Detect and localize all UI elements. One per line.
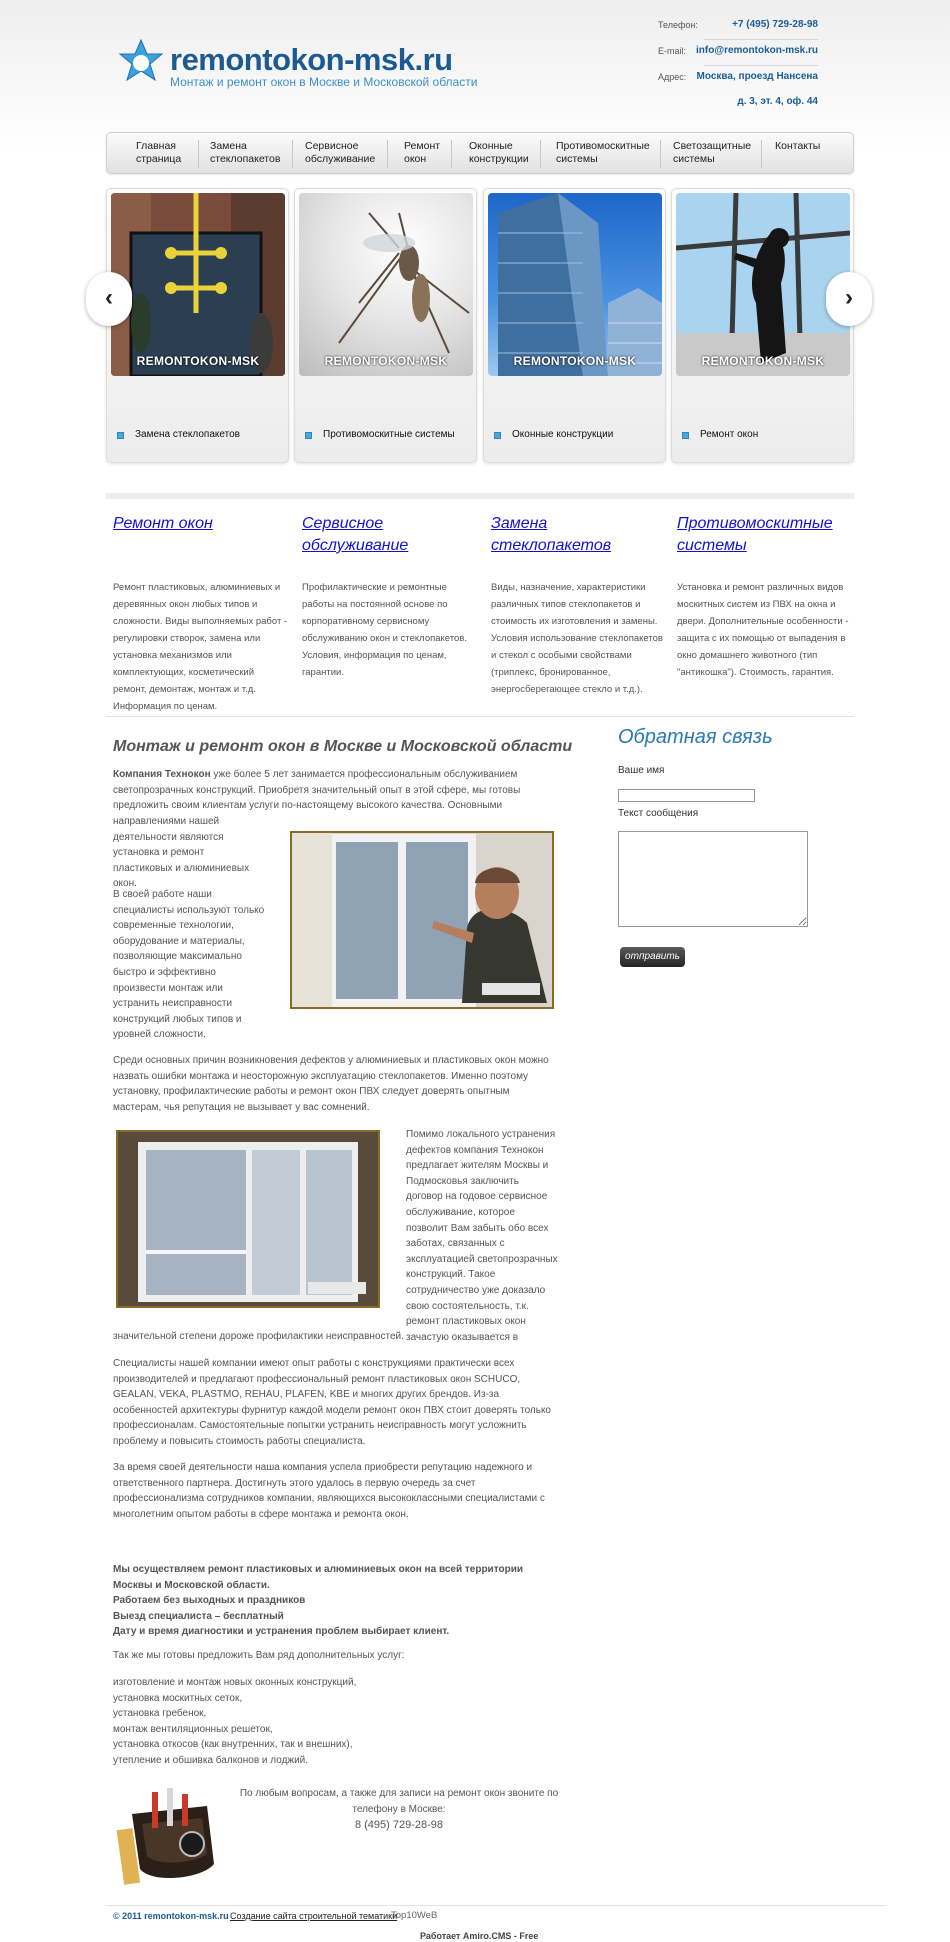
slider-card[interactable] xyxy=(294,188,477,463)
highlight-line: Выезд специалиста – бесплатный xyxy=(113,1610,284,1622)
name-label: Ваше имя xyxy=(618,765,665,776)
service-title-link[interactable]: Замена стеклопакетов xyxy=(491,515,612,554)
slider-watermark: REMONTOKON-MSK xyxy=(324,354,448,368)
paragraph-continuation: значительной степени дороже профилактики неисправностей. xyxy=(113,1331,404,1342)
nav-label: Сервисное xyxy=(305,140,359,152)
nav-separator xyxy=(292,140,293,168)
intro-text: уже более 5 лет занимается профессиональным обслуживанием светопрозрачных конструкций. Приобретя значительный опыт в этой сфере, мы готовы предложить своим клиентам услуги по-настоящему высокого качества. Основными xyxy=(113,769,521,812)
nav-item-mosquito[interactable] xyxy=(556,140,650,166)
slider-card-label[interactable]: Оконные конструкции xyxy=(512,429,614,440)
contact-label: E-mail: xyxy=(658,46,687,56)
service-column xyxy=(677,513,852,681)
list-item: установка москитных сеток, xyxy=(113,1692,243,1704)
message-textarea[interactable] xyxy=(618,831,808,927)
nav-item-sun-protection[interactable] xyxy=(673,140,751,166)
extra-services-list xyxy=(113,1675,553,1769)
nav-label: окон xyxy=(404,153,427,165)
company-name: Компания Технокон xyxy=(113,769,211,780)
slider-card[interactable] xyxy=(483,188,666,463)
service-title-link[interactable]: Ремонт окон xyxy=(113,515,213,532)
slider-card-label[interactable]: Противомоскитные системы xyxy=(323,429,455,440)
glass-lifting-image xyxy=(111,193,285,376)
window-photo xyxy=(116,1130,380,1308)
nav-label: Ремонт xyxy=(404,140,441,152)
nav-separator xyxy=(761,140,762,168)
logo-star-icon xyxy=(118,38,164,88)
repair-photo xyxy=(290,831,554,1009)
slider-card[interactable] xyxy=(671,188,854,463)
service-description: Ремонт пластиковых, алюминиевых и деревянных окон любых типов и сложности. Виды выполняемых работ - регулировки створок, замена или установка механизмов или комплектующих, косметический ремонт, демонтаж, монтаж и т.д. Информация по ценам. xyxy=(113,582,288,712)
call-phone: 8 (495) 729-28-98 xyxy=(354,1819,444,1832)
service-description: Профилактические и ремонтные работы на постоянной основе по корпоративному сервисному обслуживанию окон и стеклопакетов. Условия, информация по ценам, гарантии. xyxy=(302,582,467,678)
service-column xyxy=(491,513,666,698)
slider-photo-repair xyxy=(676,193,850,376)
page-title: Монтаж и ремонт окон в Москве и Московской области xyxy=(113,738,573,755)
contact-label: Телефон: xyxy=(658,20,698,30)
submit-button[interactable]: отправить xyxy=(620,947,685,967)
slider-card-label[interactable]: Замена стеклопакетов xyxy=(135,429,240,440)
intro-continuation: направлениями нашей деятельности являются установка и ремонт пластиковых и алюминиевых окон. xyxy=(113,816,250,890)
footer-copyright: © 2011 remontokon-msk.ru xyxy=(113,1911,229,1921)
divider xyxy=(106,493,854,499)
service-column xyxy=(113,513,288,715)
contact-email xyxy=(658,44,818,70)
slider-prev-button[interactable] xyxy=(86,272,132,326)
service-title-link[interactable]: Сервисное обслуживание xyxy=(302,515,409,554)
name-input[interactable] xyxy=(618,789,755,802)
nav-item-repair[interactable] xyxy=(404,140,440,166)
contact-value: +7 (495) 729-28-98 xyxy=(732,19,818,30)
paragraph: За время своей деятельности наша компания успела приобрести репутацию надежного и ответственного партнера. Достигнуть этого удалось в первую очередь за счет профессионализма сотрудников компании, являющихся высококлассными специалистами с многолетним опытом работы в сфере монтажа и ремонта окон. xyxy=(113,1462,545,1520)
nav-item-glass-replacement[interactable] xyxy=(210,140,280,166)
nav-label: Главная xyxy=(136,140,176,152)
list-item: монтаж вентиляционных решеток, xyxy=(113,1723,273,1735)
skyscraper-image xyxy=(488,193,662,376)
slider-photo-mosquito xyxy=(299,193,473,376)
chevron-right-icon: › xyxy=(845,284,853,311)
list-item: утепление и обшивка балконов и лоджий. xyxy=(113,1754,309,1766)
paragraph: Помимо локального устранения дефектов компания Технокон предлагает жителям Москвы и Подмосковья заключить договор на годовое сервисное обслуживание, которое позволит Вам забыть обо всех заботах, связанных с эксплуатацией светопрозрачных конструкций. Такое сотрудничество уже доказало свою состоятельность, т.к. ремонт пластиковых окон зачастую оказывается в xyxy=(406,1129,558,1343)
nav-label: обслуживание xyxy=(305,153,376,165)
contact-label: Адрес: xyxy=(658,72,687,82)
contact-value: Москва, проезд Нансена xyxy=(696,71,818,82)
nav-label: стеклопакетов xyxy=(210,153,281,165)
nav-separator xyxy=(198,140,199,168)
logo[interactable] xyxy=(118,38,538,94)
nav-separator xyxy=(540,140,541,168)
slider-watermark: REMONTOKON-MSK xyxy=(701,354,825,368)
image-slider xyxy=(106,188,854,463)
worker-window-image xyxy=(292,833,552,1007)
window-repair-image xyxy=(676,193,850,376)
nav-separator xyxy=(660,140,661,168)
call-to-action xyxy=(238,1786,560,1834)
footer-developer-link[interactable]: Создание сайта строительной тематики xyxy=(230,1911,398,1921)
service-column xyxy=(302,513,477,681)
logo-name: remontokon-msk.ru xyxy=(170,42,453,77)
divider xyxy=(704,65,818,66)
chevron-left-icon: ‹ xyxy=(105,284,113,311)
list-item: изготовление и монтаж новых оконных конструкций, xyxy=(113,1677,357,1688)
nav-item-service[interactable] xyxy=(305,140,375,166)
footer-brand-link[interactable]: Top10WeB xyxy=(391,1910,438,1921)
list-item: установка гребенок, xyxy=(113,1708,207,1720)
highlight-line: Дату и время диагностики и устранения проблем выбирает клиент. xyxy=(113,1626,450,1638)
footer-cms-link[interactable]: Работает Amiro.CMS - Free xyxy=(420,1931,539,1941)
paragraph: Среди основных причин возникновения дефектов у алюминиевых и пластиковых окон можно назвать ошибки монтажа и неосторожную эксплуатацию стеклопакетов. Именно поэтому установку, профилактические работы и ремонт окон ПВХ следует доверять опытным мастерам, чья репутация не вызывает у вас сомнений. xyxy=(113,1055,549,1113)
call-text: По любым вопросам, а также для записи на ремонт окон звоните по телефону в Москве: xyxy=(239,1788,559,1815)
divider xyxy=(704,39,818,40)
slider-next-button[interactable] xyxy=(826,272,872,326)
nav-label: системы xyxy=(556,153,598,165)
nav-separator xyxy=(451,140,452,168)
bullet-icon xyxy=(494,432,501,439)
logo-tagline: Монтаж и ремонт окон в Москве и Московской области xyxy=(170,75,478,89)
service-description: Установка и ремонт различных видов москитных систем из ПВХ на окна и двери. Дополнительные особенности - защита с их помощью от выпадения в окно домашнего животного (тип "антикошка"). Стоимость, гарантия. xyxy=(677,582,849,678)
header-contacts xyxy=(658,18,818,107)
bullet-icon xyxy=(682,432,689,439)
highlights xyxy=(113,1562,553,1640)
divider xyxy=(106,1905,886,1906)
list-item: установка откосов (как внутренних, так и внешних), xyxy=(113,1739,353,1751)
service-title-link[interactable]: Противомоскитные системы xyxy=(677,515,833,554)
nav-label: страница xyxy=(136,153,182,165)
intro-paragraph xyxy=(113,767,553,814)
tool-belt-icon xyxy=(112,1784,222,1888)
main-nav xyxy=(106,132,854,174)
nav-label: Оконные xyxy=(469,140,513,152)
paragraph: Специалисты нашей компании имеют опыт работы с конструкциями практически всех производителей и предлагают профессиональный ремонт пластиковых окон SCHUCO, GEALAN, VEKA, PLASTMO, REHAU, PLAFEN, KBE и многих других брендов. Из-за особенностей архитектуры фурнитур каждой модели ремонт окон ПВХ стоит доверять только профессионалам. Самостоятельные попытки устранить неисправность могут усложнить проблему и повысить стоимость работы специалиста. xyxy=(113,1358,551,1447)
slider-watermark: REMONTOKON-MSK xyxy=(513,354,637,368)
nav-label: системы xyxy=(673,153,715,165)
slider-photo-glass-replacement xyxy=(111,193,285,376)
paragraph: В своей работе наши специалисты используют только современные технологии, оборудование и материалы, позволяющие максимально быстро и эффективно произвести монтаж или устранить неисправности конструкций любых типов и уровней сложности. xyxy=(113,889,265,1041)
nav-item-contacts[interactable] xyxy=(775,140,820,153)
highlight-line: Мы осуществляем ремонт пластиковых и алюминиевых окон на всей территории xyxy=(113,1564,523,1575)
nav-label: Контакты xyxy=(775,140,821,152)
window-interior-image xyxy=(118,1132,378,1306)
divider xyxy=(106,716,854,717)
message-label: Текст сообщения xyxy=(618,808,699,819)
feedback-title: Обратная связь xyxy=(618,726,773,748)
nav-separator xyxy=(387,140,388,168)
mosquito-image xyxy=(299,193,473,376)
contact-address xyxy=(658,70,818,96)
nav-label: Светозащитные xyxy=(673,140,752,152)
nav-item-constructions[interactable] xyxy=(469,140,529,166)
nav-label: Замена xyxy=(210,140,247,152)
bullet-icon xyxy=(305,432,312,439)
contact-address-extra: д. 3, эт. 4, оф. 44 xyxy=(737,96,818,107)
services-intro: Так же мы готовы предложить Вам ряд дополнительных услуг: xyxy=(113,1650,405,1661)
slider-card[interactable] xyxy=(106,188,289,463)
highlight-line: Москвы и Московской области. xyxy=(113,1579,270,1591)
contact-email-link[interactable]: info@remontokon-msk.ru xyxy=(696,45,818,56)
bullet-icon xyxy=(117,432,124,439)
slider-photo-constructions xyxy=(488,193,662,376)
service-description: Виды, назначение, характеристики различных типов стеклопакетов и стоимость их изготовления и замены. Условия использование стеклопакетов и стекол с особыми свойствами (триплекс, бронированное, энергосберегающее стекло и т.д.). xyxy=(491,582,663,695)
nav-label: конструкции xyxy=(469,153,529,165)
slider-card-label[interactable]: Ремонт окон xyxy=(700,429,759,440)
nav-label: Противомоскитные xyxy=(556,140,650,152)
nav-item-home[interactable] xyxy=(136,140,181,166)
slider-watermark: REMONTOKON-MSK xyxy=(136,354,260,368)
highlight-line: Работаем без выходных и праздников xyxy=(113,1595,306,1607)
contact-phone xyxy=(658,18,818,44)
